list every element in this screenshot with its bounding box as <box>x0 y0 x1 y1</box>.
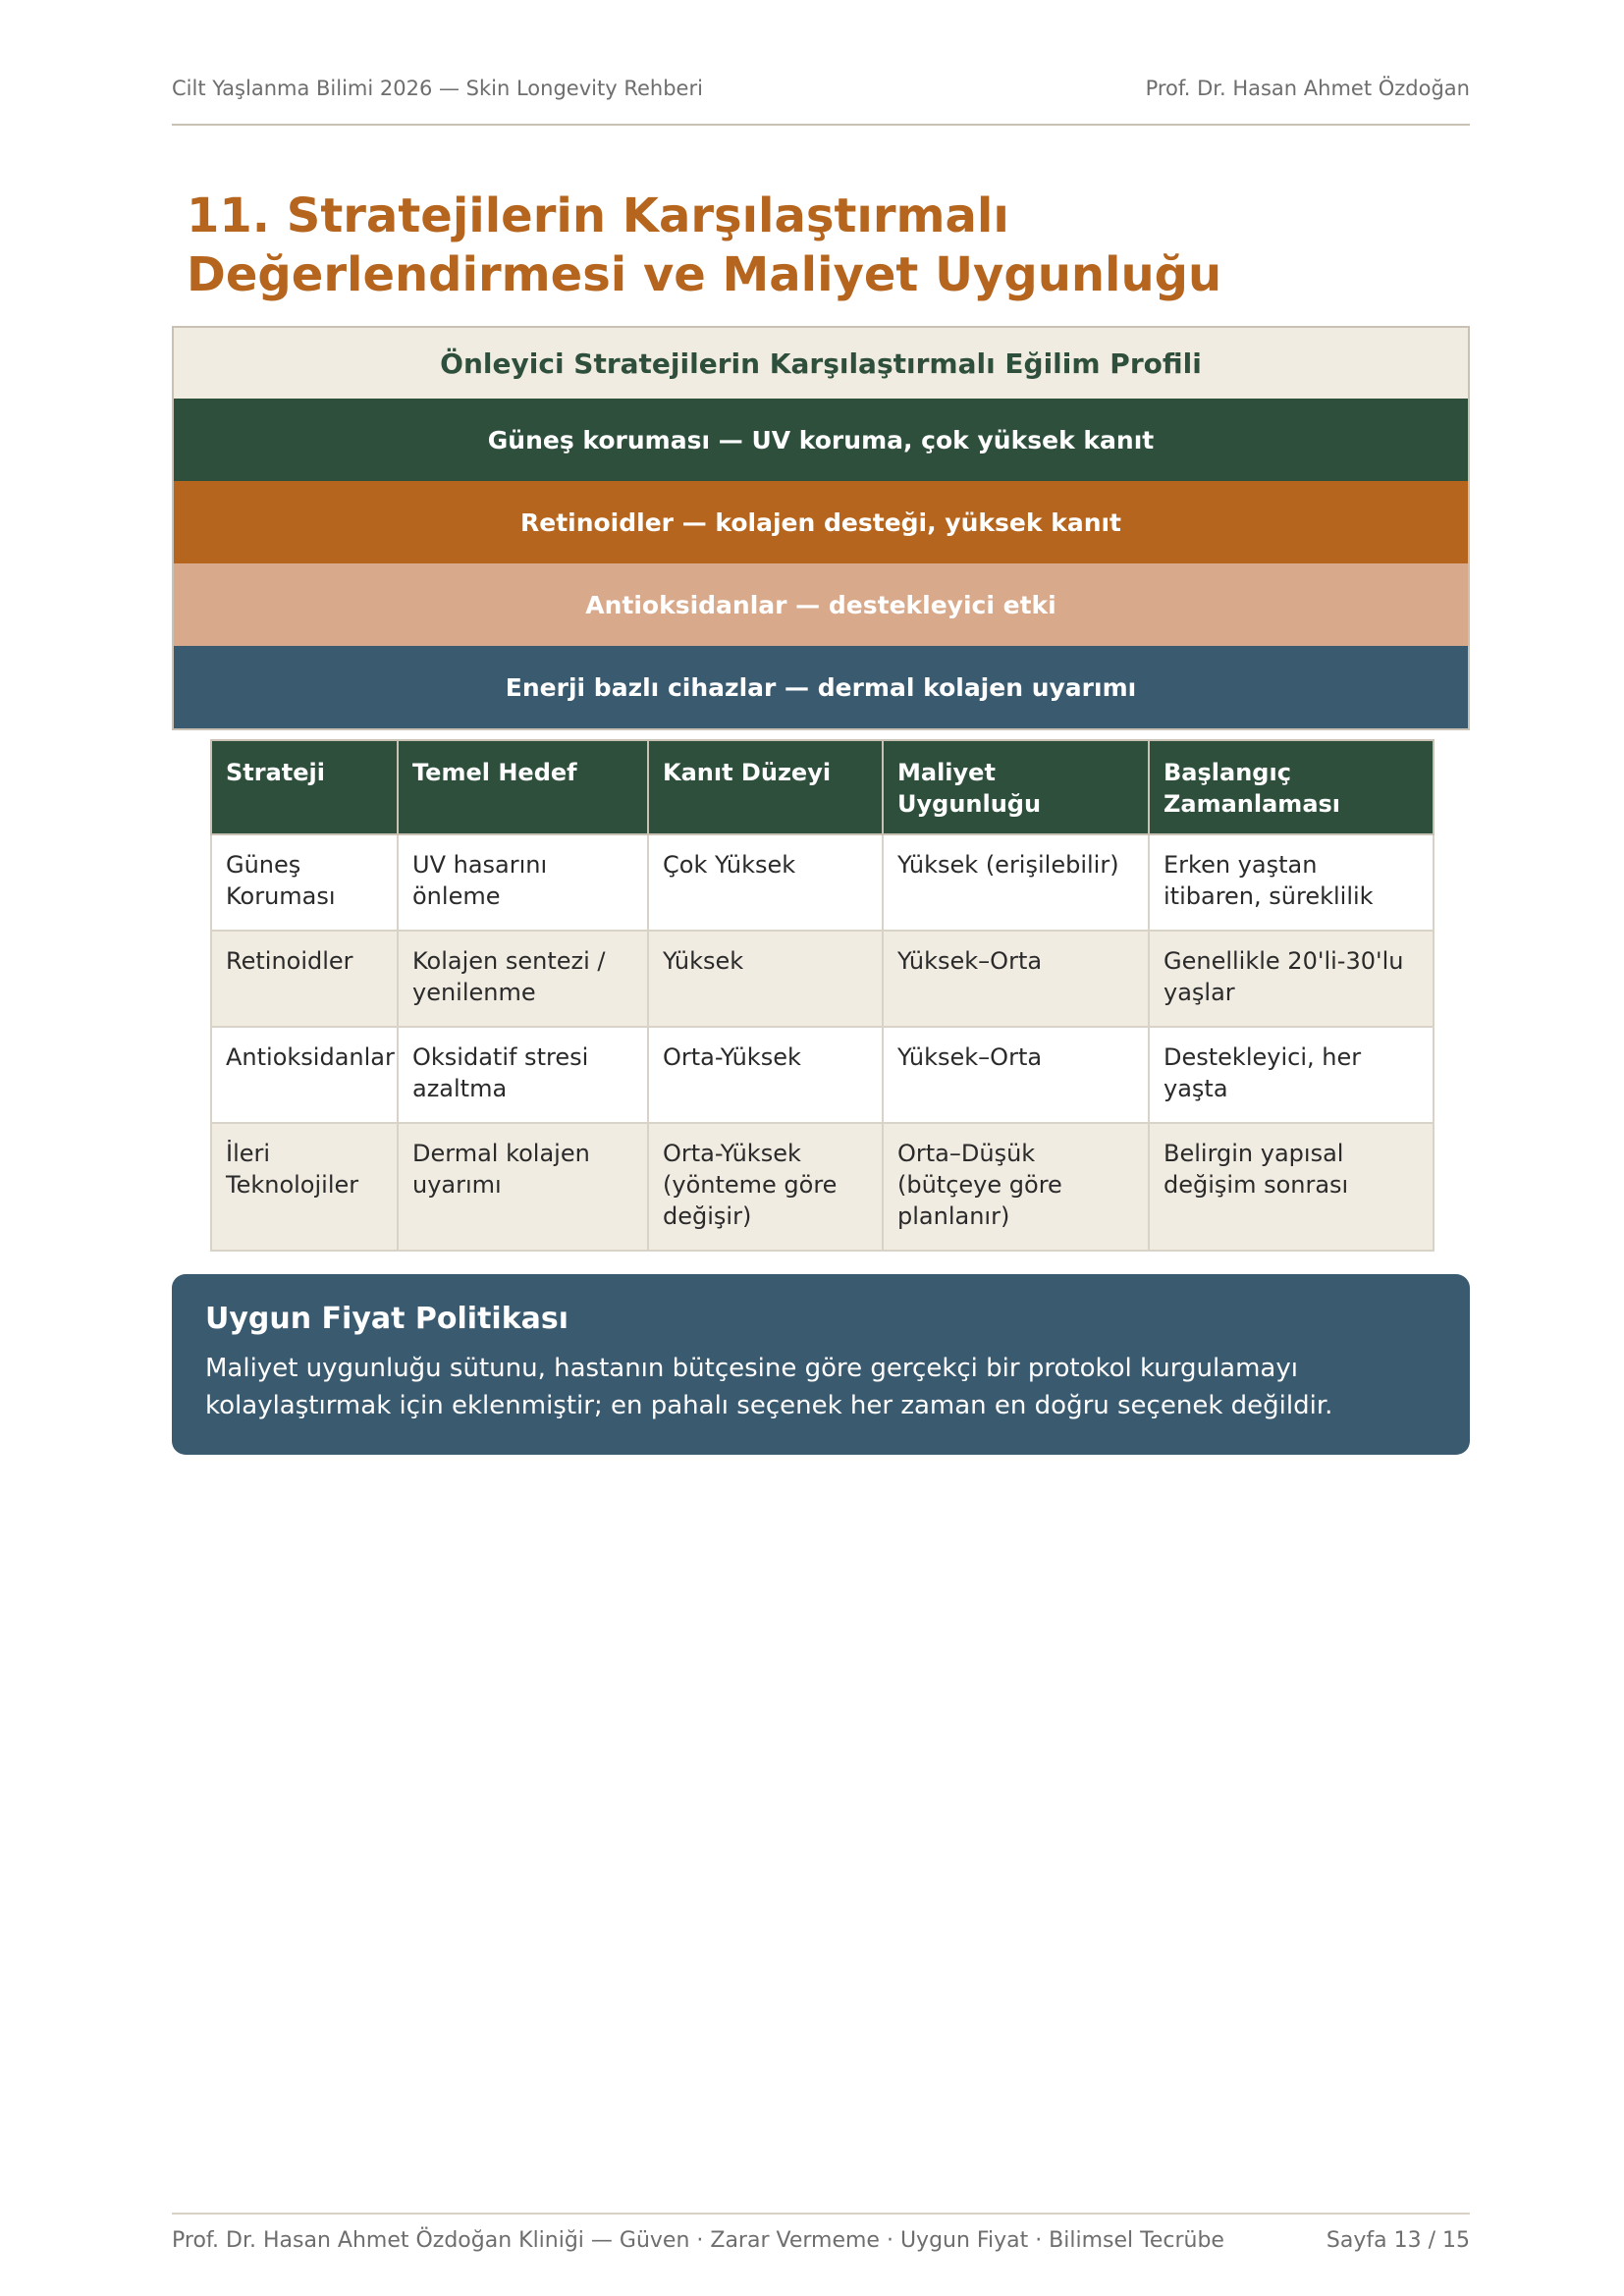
page-header <box>172 77 1470 126</box>
table-row <box>211 834 1434 931</box>
header-author: Prof. Dr. Hasan Ahmet Özdoğan <box>1145 77 1470 100</box>
pricing-policy-note <box>172 1274 1470 1455</box>
table-cell: Kolajen sentezi / yenilenme <box>398 931 648 1027</box>
table-cell: Yüksek (erişilebilir) <box>883 834 1149 931</box>
table-row <box>211 1123 1434 1251</box>
table-cell: UV hasarını önleme <box>398 834 648 931</box>
strategy-comparison-table <box>210 739 1435 1252</box>
footer-clinic: Prof. Dr. Hasan Ahmet Özdoğan Kliniği — Güven · Zarar Vermeme · Uygun Fiyat · Bilimsel Tecrübe <box>172 2228 1224 2253</box>
table-cell: Orta-Yüksek <box>648 1027 883 1123</box>
table-cell: Orta–Düşük (bütçeye göre planlanır) <box>883 1123 1149 1251</box>
column-header-evidence: Kanıt Düzeyi <box>648 740 883 834</box>
table-cell: Güneş Koruması <box>211 834 398 931</box>
column-header-target: Temel Hedef <box>398 740 648 834</box>
table-cell: Dermal kolajen uyarımı <box>398 1123 648 1251</box>
table-cell: Yüksek <box>648 931 883 1027</box>
page-number: Sayfa 13 / 15 <box>1326 2228 1470 2253</box>
table-cell: Orta-Yüksek (yönteme göre değişir) <box>648 1123 883 1251</box>
table-cell: Yüksek–Orta <box>883 931 1149 1027</box>
note-title: Uygun Fiyat Politikası <box>205 1302 569 1336</box>
trend-profile-title: Önleyici Stratejilerin Karşılaştırmalı Eğilim Profili <box>174 328 1468 399</box>
table-cell: Çok Yüksek <box>648 834 883 931</box>
table-cell: Destekleyici, her yaşta <box>1149 1027 1434 1123</box>
table-cell: Retinoidler <box>211 931 398 1027</box>
page-footer <box>172 2213 1470 2253</box>
table-cell: Oksidatif stresi azaltma <box>398 1027 648 1123</box>
profile-band-retinoids: Retinoidler — kolajen desteği, yüksek kanıt <box>174 481 1468 563</box>
table-cell: Yüksek–Orta <box>883 1027 1149 1123</box>
table-cell: Erken yaştan itibaren, süreklilik <box>1149 834 1434 931</box>
profile-band-antioxidants: Antioksidanlar — destekleyici etki <box>174 563 1468 646</box>
profile-band-sun-protection: Güneş koruması — UV koruma, çok yüksek kanıt <box>174 399 1468 481</box>
table-cell: Belirgin yapısal değişim sonrası <box>1149 1123 1434 1251</box>
profile-band-energy-devices: Enerji bazlı cihazlar — dermal kolajen uyarımı <box>174 646 1468 728</box>
column-header-timing: Başlangıç Zamanlaması <box>1149 740 1434 834</box>
table-row <box>211 931 1434 1027</box>
table-cell: İleri Teknolojiler <box>211 1123 398 1251</box>
header-document-title: Cilt Yaşlanma Bilimi 2026 — Skin Longevity Rehberi <box>172 77 703 100</box>
table-cell: Genellikle 20'li-30'lu yaşlar <box>1149 931 1434 1027</box>
table-cell: Antioksidanlar <box>211 1027 398 1123</box>
note-body: Maliyet uygunluğu sütunu, hastanın bütçesine göre gerçekçi bir protokol kurgulamayı kolaylaştırmak için eklenmiştir; en pahalı seçenek her zaman en doğru seçenek değildir. <box>205 1354 1333 1420</box>
section-title: 11. Stratejilerin Karşılaştırmalı Değerlendirmesi ve Maliyet Uygunluğu <box>187 188 1222 302</box>
column-header-cost: Maliyet Uygunluğu <box>883 740 1149 834</box>
trend-profile-panel <box>172 326 1470 730</box>
table-row <box>211 1027 1434 1123</box>
table-header-row <box>211 740 1434 834</box>
column-header-strategy: Strateji <box>211 740 398 834</box>
